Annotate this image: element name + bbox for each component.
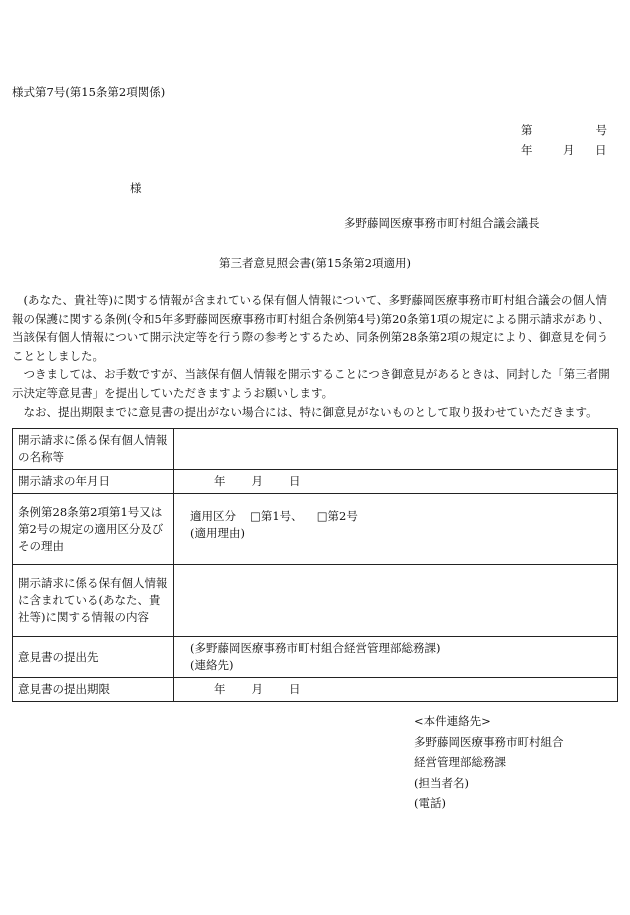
- row-label-submission-dest: 意見書の提出先: [13, 637, 174, 678]
- contact-heading: <本件連絡先>: [414, 714, 491, 728]
- table-row: [13, 678, 618, 702]
- addressee: 様: [130, 181, 142, 195]
- submission-dest-value: [174, 637, 618, 678]
- table-row: [13, 429, 618, 470]
- document-title: 第三者意見照会書(第15条第2項適用): [219, 256, 411, 270]
- row-label-info-name: 開示請求に係る保有個人情報の名称等: [13, 429, 174, 470]
- paragraph-3: なお、提出期限までに意見書の提出がない場合には、特に御意見がないものとして取り扱わせていただきます。: [23, 404, 598, 419]
- deadline-day: 日: [289, 682, 301, 696]
- paragraph-2: つきましては、お手数ですが、当該保有個人情報を開示することにつき御意見があるときは、同封した「第三者開示決定等意見書」を提出していただきますようお願いします。: [12, 367, 610, 400]
- request-date-value: [174, 470, 618, 494]
- row-label-category: 条例第28条第2項第1号又は第2号の規定の適用区分及びその理由: [13, 494, 174, 565]
- request-date-year: 年: [214, 474, 226, 488]
- category-label: 適用区分: [190, 509, 236, 523]
- row-label-info-content: 開示請求に係る保有個人情報に含まれている(あなた、貴社等)に関する情報の内容: [13, 565, 174, 637]
- category-reason: (適用理由): [190, 526, 245, 540]
- info-name-value: [174, 429, 618, 470]
- form-number: 様式第7号(第15条第2項関係): [12, 85, 166, 99]
- category-value: [174, 494, 618, 565]
- submission-dest-dept: (多野藤岡医療事務市町村組合経営管理部総務課): [190, 641, 441, 655]
- date-day: 日: [595, 143, 607, 157]
- row-label-deadline: 意見書の提出期限: [13, 678, 174, 702]
- contact-org: 多野藤岡医療事務市町村組合: [414, 734, 564, 749]
- deadline-value: [174, 678, 618, 702]
- sender: 多野藤岡医療事務市町村組合議会議長: [344, 216, 540, 230]
- row-label-request-date: 開示請求の年月日: [13, 470, 174, 494]
- contact-person: (担当者名): [414, 775, 469, 790]
- table-row: [13, 470, 618, 494]
- number-go: 号: [595, 123, 607, 137]
- option-2-checkbox[interactable]: □第2号: [316, 509, 358, 523]
- contact-block: [414, 711, 564, 814]
- date-month: 月: [563, 143, 575, 157]
- inquiry-table: [12, 428, 618, 702]
- request-date-month: 月: [251, 474, 263, 488]
- date-year: 年: [521, 143, 533, 157]
- deadline-month: 月: [251, 682, 263, 696]
- table-row: [13, 565, 618, 637]
- contact-phone: (電話): [414, 796, 446, 810]
- submission-dest-contact: (連絡先): [190, 658, 234, 672]
- option-1-checkbox[interactable]: □第1号、: [250, 509, 303, 523]
- table-row: [13, 637, 618, 678]
- paragraph-1: (あなた、貴社等)に関する情報が含まれている保有個人情報について、多野藤岡医療事務市町村組合議会の個人情報の保護に関する条例(令和5年多野藤岡医療事務市町村組合条例第4号)第20条第1項の規定による開示請求があり、当該保有個人情報について開示決定等を行う際の参考とするため、同条例第28条第2項の規定により、御意見を伺うこととしました。: [12, 293, 610, 363]
- body-text: [12, 291, 618, 421]
- number-dai: 第: [521, 123, 533, 137]
- info-content-value: [174, 565, 618, 637]
- deadline-year: 年: [214, 682, 226, 696]
- contact-dept: 経営管理部総務課: [414, 755, 506, 769]
- document-number-line: [521, 122, 607, 138]
- table-row: [13, 494, 618, 565]
- request-date-day: 日: [289, 474, 301, 488]
